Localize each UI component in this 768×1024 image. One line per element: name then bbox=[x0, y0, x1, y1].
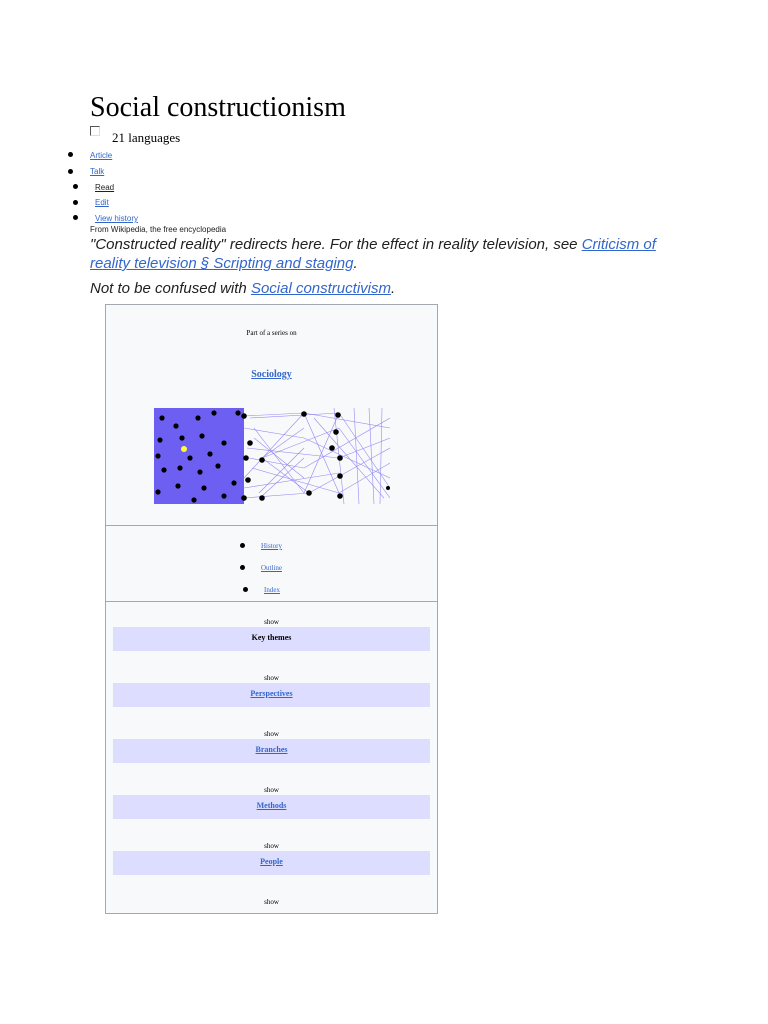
social-constructivism-link[interactable]: Social constructivism bbox=[250, 280, 391, 297]
section-methods[interactable] bbox=[113, 795, 430, 819]
section-branches[interactable] bbox=[113, 739, 430, 763]
section-people[interactable] bbox=[113, 851, 430, 875]
page-title: Social constructionism bbox=[90, 92, 346, 123]
action-read[interactable]: Read bbox=[95, 183, 115, 192]
hatnote-confused-text: Not to be confused with bbox=[90, 280, 251, 297]
index-link[interactable]: Index bbox=[264, 586, 280, 594]
list-bullet bbox=[73, 184, 78, 189]
section-title: Key themes bbox=[251, 633, 292, 642]
language-button[interactable]: 21 languages bbox=[112, 130, 181, 145]
show-toggle[interactable]: show bbox=[264, 786, 279, 794]
show-toggle[interactable]: show bbox=[264, 842, 279, 850]
sociology-network-image[interactable] bbox=[154, 408, 390, 504]
sidebar-divider bbox=[106, 601, 437, 602]
section-title[interactable]: People bbox=[260, 857, 283, 866]
outline-link[interactable]: Outline bbox=[261, 564, 282, 572]
sociology-link[interactable]: Sociology bbox=[251, 369, 292, 380]
site-subtitle: From Wikipedia, the free encyclopedia bbox=[90, 225, 227, 234]
sidebar-divider bbox=[106, 525, 437, 526]
hatnote-redirect: "Constructed reality" redirects here. For the effect in reality television, see Criticism of reality television § Scripting and staging. bbox=[90, 236, 656, 272]
list-bullet bbox=[240, 543, 245, 548]
show-toggle[interactable]: show bbox=[264, 674, 279, 682]
section-title[interactable]: Branches bbox=[255, 745, 288, 754]
language-toggle-checkbox[interactable] bbox=[90, 126, 100, 136]
action-edit[interactable]: Edit bbox=[95, 198, 109, 207]
sociology-sidebar bbox=[105, 304, 438, 914]
show-toggle[interactable]: show bbox=[264, 898, 279, 906]
sidebar-title bbox=[106, 369, 437, 380]
tab-article[interactable]: Article bbox=[90, 151, 113, 160]
section-key-themes[interactable] bbox=[113, 627, 430, 651]
hatnote-confused: Not to be confused with Social constructivism. bbox=[90, 280, 396, 297]
section-perspectives[interactable] bbox=[113, 683, 430, 707]
list-bullet bbox=[68, 169, 73, 174]
list-bullet bbox=[73, 215, 78, 220]
criticism-link-line2[interactable]: reality television § Scripting and staging bbox=[90, 255, 354, 272]
list-bullet bbox=[240, 565, 245, 570]
show-toggle[interactable]: show bbox=[264, 618, 279, 626]
history-link[interactable]: History bbox=[261, 542, 282, 550]
tab-talk[interactable]: Talk bbox=[90, 167, 105, 176]
section-title[interactable]: Perspectives bbox=[250, 689, 293, 698]
action-view-history[interactable]: View history bbox=[95, 214, 138, 223]
section-title[interactable]: Methods bbox=[256, 801, 287, 810]
criticism-link-line1[interactable]: Criticism of bbox=[581, 236, 656, 253]
list-bullet bbox=[243, 587, 248, 592]
show-toggle[interactable]: show bbox=[264, 730, 279, 738]
list-bullet bbox=[73, 200, 78, 205]
list-bullet bbox=[68, 152, 73, 157]
sidebar-pretitle: Part of a series on bbox=[246, 329, 297, 337]
hatnote-redirect-text: "Constructed reality" redirects here. For the effect in reality television, see bbox=[90, 236, 582, 253]
